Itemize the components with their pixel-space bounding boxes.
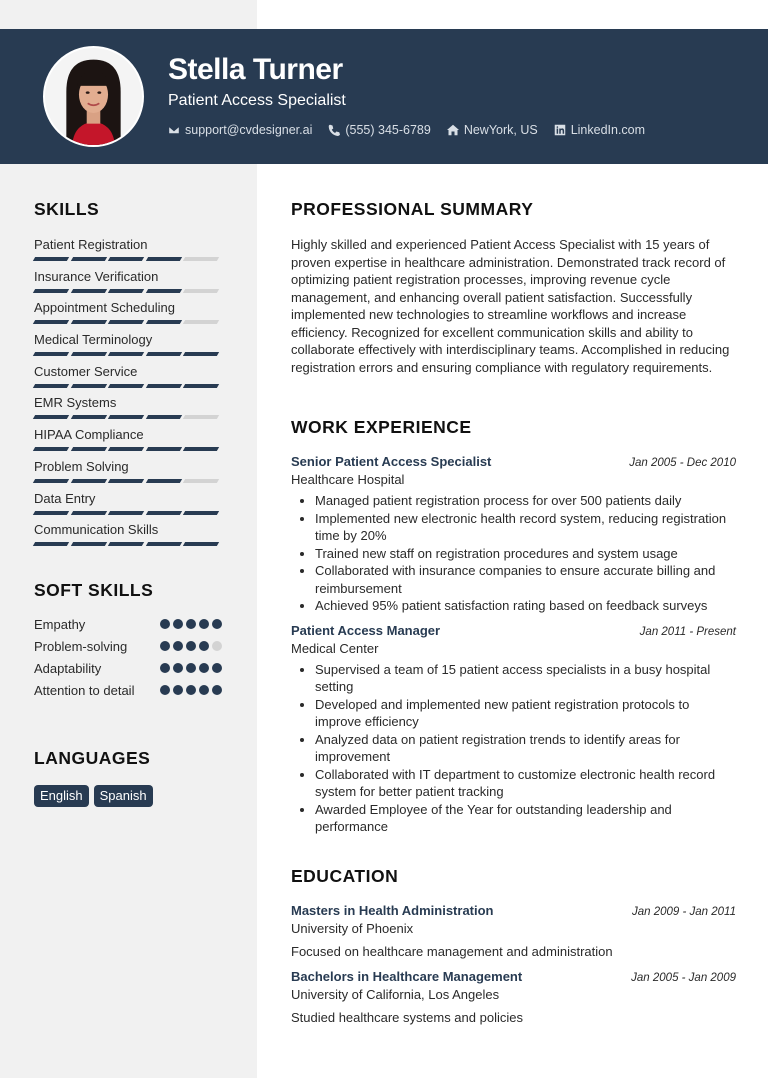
skill-name: HIPAA Compliance	[34, 427, 144, 443]
skill-level-segment	[108, 320, 144, 324]
job-bullet: • Supervised a team of 15 patient access specialists in a busy hospital setting	[315, 661, 736, 696]
skill-item	[34, 332, 222, 364]
job-organization: Medical Center	[291, 640, 379, 656]
contact-email[interactable]	[168, 122, 312, 138]
skill-level-bar	[34, 447, 222, 451]
skill-level-segment	[33, 352, 69, 356]
school-name: University of California, Los Angeles	[291, 987, 500, 1002]
skill-level-segment	[70, 257, 106, 261]
phone-icon	[328, 124, 340, 136]
job-bullet: • Analyzed data on patient registration trends to identify areas for improvement	[315, 731, 736, 766]
skill-level-segment	[146, 415, 182, 419]
rating-dot	[160, 663, 170, 673]
rating-dot	[173, 619, 183, 629]
rating-dot	[212, 663, 222, 673]
skill-level-segment	[146, 384, 182, 388]
contact-phone-text: (555) 345-6789	[345, 123, 431, 137]
skill-level-segment	[146, 257, 182, 261]
education-entry-header	[291, 902, 736, 919]
rating-dot	[160, 619, 170, 629]
education-heading: EDUCATION	[291, 866, 399, 886]
skill-level-segment	[108, 289, 144, 293]
skill-level-segment	[70, 352, 106, 356]
languages-list	[34, 785, 222, 807]
skill-level-segment	[108, 511, 144, 515]
skill-level-segment	[70, 542, 106, 546]
skill-level-segment	[33, 415, 69, 419]
skill-level-segment	[108, 384, 144, 388]
rating-dot	[199, 685, 209, 695]
job-role: Senior Patient Access Specialist	[291, 454, 492, 469]
contact-location[interactable]	[447, 122, 538, 138]
skill-level-segment	[108, 415, 144, 419]
skill-level-segment	[108, 447, 144, 451]
skill-level-segment	[70, 289, 106, 293]
rating-dot	[160, 641, 170, 651]
skills-section	[34, 198, 222, 554]
skill-name: Customer Service	[34, 363, 138, 379]
experience-heading: WORK EXPERIENCE	[291, 417, 472, 437]
soft-skill-item	[34, 616, 222, 633]
experience-entry-header	[291, 453, 736, 470]
education-entry-header	[291, 968, 736, 985]
education-entry	[291, 902, 736, 960]
education-dates: Jan 2005 - Jan 2009	[631, 972, 736, 984]
soft-skill-rating	[157, 619, 222, 629]
skill-level-segment	[146, 352, 182, 356]
skill-level-segment	[33, 289, 69, 293]
summary-section	[291, 198, 736, 376]
degree-name: Bachelors in Healthcare Management	[291, 969, 523, 984]
contact-linkedin[interactable]	[554, 122, 645, 138]
skill-level-segment	[108, 352, 144, 356]
job-bullet: • Awarded Employee of the Year for outstanding leadership and performance	[315, 801, 736, 836]
summary-text: Highly skilled and experienced Patient Access Specialist with 15 years of proven expertise in healthcare administration. Demonstrated track record of optimizing patient registration processes, improving revenue cycle management, and enhancing overall patient satisfaction. Successfully implemented new technologies to streamline workflows and increase efficiency. Recognized for excellent communication skills and ability to collaborate effectively with interdisciplinary teams. Accomplished in reducing registration errors and ensuring compliance with regulatory requirements.	[291, 237, 730, 375]
rating-dot	[199, 619, 209, 629]
job-bullet: • Implemented new electronic health record system, reducing registration time by 20%	[315, 510, 736, 545]
soft-skills-section	[34, 579, 222, 704]
soft-skills-heading: SOFT SKILLS	[34, 580, 154, 600]
skill-level-segment	[70, 479, 106, 483]
soft-skill-item	[34, 682, 222, 699]
languages-section	[34, 747, 222, 807]
summary-heading: PROFESSIONAL SUMMARY	[291, 199, 534, 219]
experience-entry-header	[291, 622, 736, 639]
skill-level-bar	[34, 289, 222, 293]
skill-level-segment	[108, 479, 144, 483]
rating-dot	[212, 619, 222, 629]
rating-dot	[186, 663, 196, 673]
skill-level-segment	[146, 289, 182, 293]
languages-heading: LANGUAGES	[34, 748, 151, 768]
job-bullet: • Managed patient registration process for over 500 patients daily	[315, 492, 736, 510]
skill-level-segment	[70, 447, 106, 451]
experience-section	[291, 416, 736, 836]
skill-level-segment	[70, 384, 106, 388]
soft-skill-name: Problem-solving	[34, 639, 128, 654]
job-bullet: • Developed and implemented new patient registration protocols to improve efficiency	[315, 696, 736, 731]
skill-level-segment	[33, 384, 69, 388]
soft-skill-item	[34, 660, 222, 677]
skill-level-segment	[183, 415, 219, 419]
skill-level-segment	[183, 352, 219, 356]
soft-skill-rating	[157, 685, 222, 695]
skills-list	[34, 237, 222, 554]
skill-level-segment	[108, 257, 144, 261]
job-bullets	[291, 661, 736, 836]
contact-phone[interactable]	[328, 122, 430, 138]
skill-name: Problem Solving	[34, 458, 129, 474]
skill-level-segment	[183, 511, 219, 515]
rating-dot	[160, 685, 170, 695]
education-entry	[291, 968, 736, 1026]
skill-level-bar	[34, 352, 222, 356]
job-dates: Jan 2005 - Dec 2010	[629, 457, 736, 469]
skill-item	[34, 269, 222, 301]
skill-level-segment	[183, 257, 219, 261]
soft-skill-name: Attention to detail	[34, 683, 135, 698]
rating-dot	[199, 641, 209, 651]
profile-photo	[43, 46, 144, 147]
candidate-name: Stella Turner	[168, 53, 343, 86]
skill-level-segment	[33, 511, 69, 515]
education-dates: Jan 2009 - Jan 2011	[631, 906, 736, 918]
skill-item	[34, 364, 222, 396]
skill-name: Appointment Scheduling	[34, 300, 175, 316]
avatar	[45, 48, 142, 145]
rating-dot	[212, 641, 222, 651]
skill-level-segment	[33, 447, 69, 451]
job-dates: Jan 2011 - Present	[639, 625, 736, 638]
skill-name: Insurance Verification	[34, 268, 159, 284]
skill-level-segment	[183, 479, 219, 483]
soft-skill-item	[34, 638, 222, 655]
skill-level-segment	[33, 320, 69, 324]
skill-level-segment	[108, 542, 144, 546]
soft-skill-name: Empathy	[34, 617, 86, 632]
skill-level-segment	[146, 542, 182, 546]
skill-level-segment	[33, 542, 69, 546]
rating-dot	[173, 685, 183, 695]
job-organization: Healthcare Hospital	[291, 472, 405, 487]
skill-name: Data Entry	[34, 490, 96, 506]
skill-level-bar	[34, 320, 222, 324]
home-icon	[447, 124, 459, 136]
contact-email-text: support@cvdesigner.ai	[185, 123, 313, 137]
soft-skill-name: Adaptability	[34, 661, 102, 676]
skill-level-bar	[34, 384, 222, 388]
education-description: Studied healthcare systems and policies	[291, 1010, 523, 1025]
envelope-icon	[168, 124, 180, 136]
skill-level-bar	[34, 257, 222, 261]
rating-dot	[186, 619, 196, 629]
skill-name: Communication Skills	[34, 522, 159, 538]
experience-list	[291, 453, 736, 836]
skill-item	[34, 459, 222, 491]
job-role: Patient Access Manager	[291, 622, 441, 638]
resume-header	[0, 29, 768, 164]
soft-skill-rating	[157, 663, 222, 673]
skill-level-segment	[183, 542, 219, 546]
skill-level-segment	[33, 479, 69, 483]
rating-dot	[212, 685, 222, 695]
skill-name: EMR Systems	[34, 395, 117, 411]
skill-level-segment	[183, 447, 219, 451]
job-bullet: • Collaborated with IT department to customize electronic health record system for better patient tracking	[315, 766, 736, 801]
education-section	[291, 865, 736, 1026]
education-list	[291, 902, 736, 1026]
experience-entry	[291, 453, 736, 615]
language-badge: English	[34, 785, 89, 807]
skill-level-segment	[70, 415, 106, 419]
rating-dot	[173, 641, 183, 651]
school-name: University of Phoenix	[291, 921, 414, 936]
linkedin-icon	[554, 124, 566, 136]
soft-skill-rating	[157, 641, 222, 651]
skill-item	[34, 395, 222, 427]
skill-level-segment	[70, 511, 106, 515]
job-bullet: • Trained new staff on registration procedures and system usage	[315, 545, 736, 563]
contact-location-text: NewYork, US	[463, 123, 538, 137]
rating-dot	[186, 685, 196, 695]
education-description: Focused on healthcare management and administration	[291, 944, 613, 959]
skills-heading: SKILLS	[34, 199, 100, 219]
job-bullets	[291, 492, 736, 615]
degree-name: Masters in Health Administration	[291, 903, 494, 918]
candidate-title: Patient Access Specialist	[168, 92, 346, 109]
contact-linkedin-text: LinkedIn.com	[570, 123, 646, 137]
skill-level-segment	[146, 479, 182, 483]
skill-level-bar	[34, 542, 222, 546]
skill-level-segment	[146, 320, 182, 324]
skill-item	[34, 237, 222, 269]
skill-name: Medical Terminology	[34, 332, 153, 348]
skill-level-bar	[34, 479, 222, 483]
skill-level-segment	[33, 257, 69, 261]
contact-bar	[168, 122, 661, 138]
rating-dot	[186, 641, 196, 651]
job-bullet: • Collaborated with insurance companies to ensure accurate billing and reimbursement	[315, 562, 736, 597]
skill-level-bar	[34, 415, 222, 419]
skill-level-segment	[183, 384, 219, 388]
skill-item	[34, 427, 222, 459]
job-bullet: • Achieved 95% patient satisfaction rating based on feedback surveys	[315, 597, 736, 615]
skill-level-segment	[70, 320, 106, 324]
rating-dot	[199, 663, 209, 673]
soft-skills-list	[34, 616, 222, 699]
skill-level-segment	[146, 511, 182, 515]
skill-item	[34, 491, 222, 523]
skill-item	[34, 300, 222, 332]
skill-name: Patient Registration	[34, 237, 148, 252]
skill-level-segment	[183, 320, 219, 324]
language-badge: Spanish	[94, 785, 153, 807]
skill-item	[34, 522, 222, 554]
skill-level-segment	[146, 447, 182, 451]
experience-entry	[291, 622, 736, 836]
rating-dot	[173, 663, 183, 673]
skill-level-bar	[34, 511, 222, 515]
skill-level-segment	[183, 289, 219, 293]
